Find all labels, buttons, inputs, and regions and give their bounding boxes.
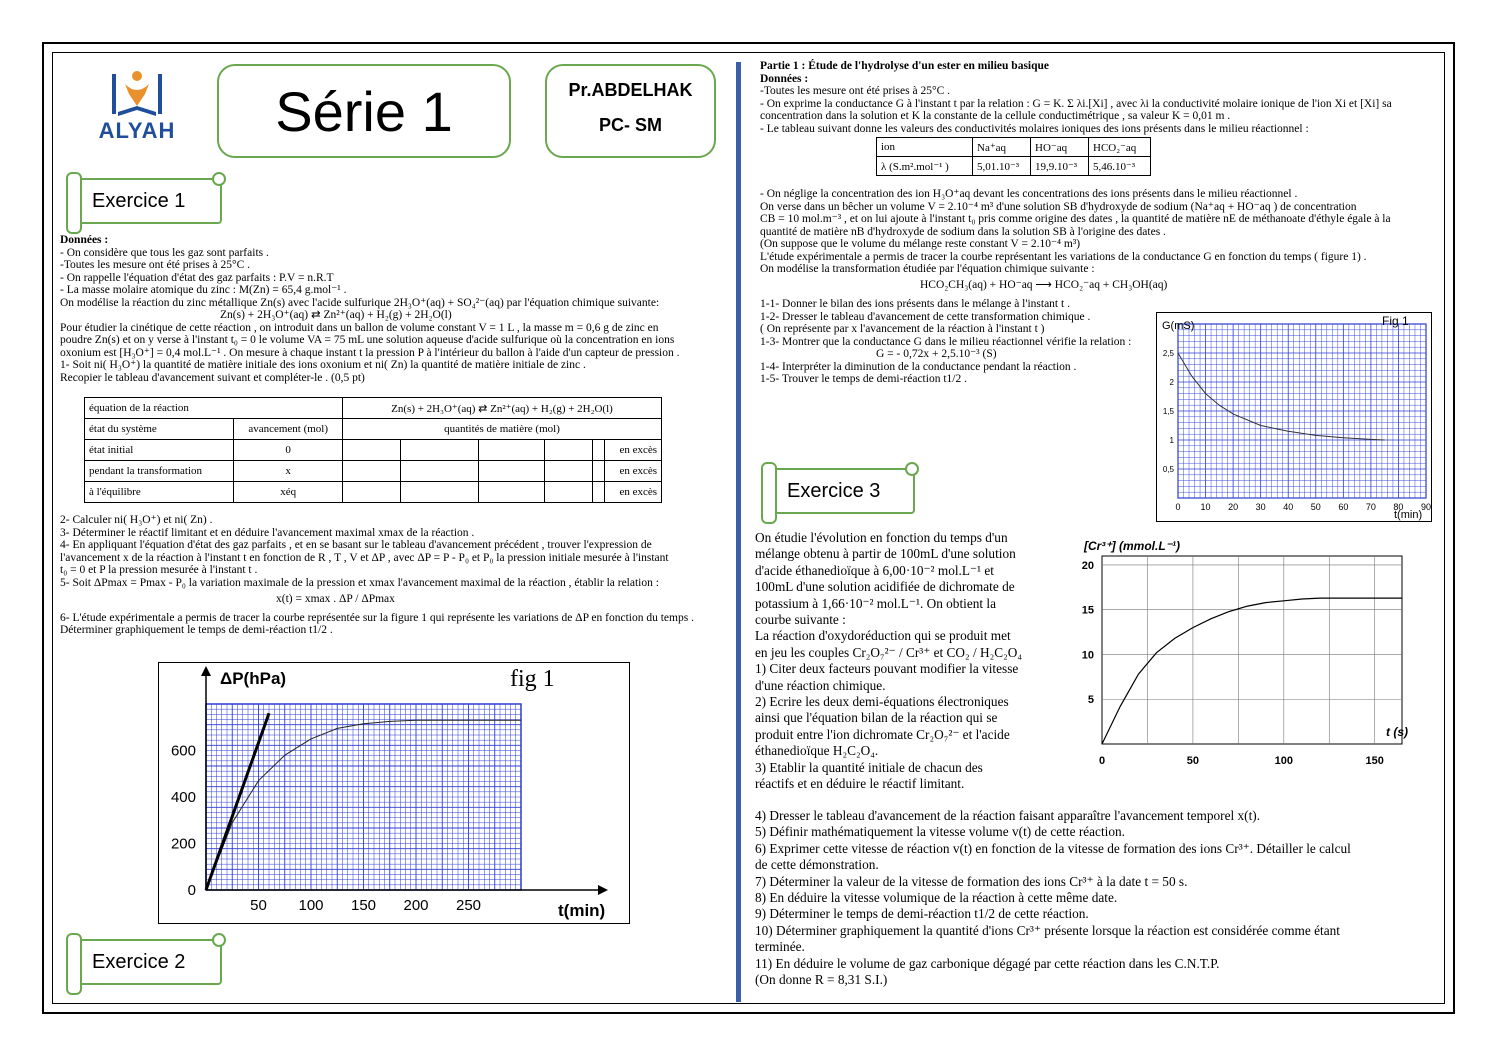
table-cell: état initial (85, 440, 234, 461)
ex3-line: d'une réaction chimique. (755, 677, 886, 693)
table-cell: en excès (604, 440, 661, 461)
ex2-question: 1-2- Dresser le tableau d'avancement de cette transformation chimique . (760, 310, 1091, 323)
ex3-y-tick-label: 5 (1087, 694, 1094, 707)
ex3-line: produit entre l'ion dichromate Cr₂O₇²⁻ et l'acide (755, 726, 1010, 742)
ex1-line: - On rappelle l'équation d'état des gaz parfaits : P.V = n.R.T (60, 271, 334, 284)
ex3-chart-ylabel: [Cr³⁺] (mmol.L⁻¹) (1084, 539, 1180, 553)
ex2-question: 1-1- Donner le bilan des ions présents dans le mélange à l'instant t . (760, 298, 1070, 310)
ex1-questions (60, 514, 732, 637)
ex2-protocol (760, 188, 1440, 291)
table-row (85, 461, 662, 482)
ex3-x-tick-label: 150 (1365, 755, 1384, 767)
table-cell: 5,01.10⁻³ (973, 157, 1031, 176)
ex1-question: 4- En appliquant l'équation d'état des gaz parfaits , et en se basant sur le tableau d'avancement précédent , trouver l'expression de (60, 539, 652, 551)
ex2-line: - On néglige la concentration des ion H₃O⁺aq devant les concentrations des ions présents dans le milieu réactionnel . (760, 188, 1298, 200)
table-cell: x (234, 461, 343, 482)
ex1-line: On modélise la réaction du zinc métallique Zn(s) avec l'acide sulfurique 2H₃O⁺(aq) + SO₄²⁻(aq) par l'équation chimique suivante: (60, 296, 660, 309)
ex3-x-tick-label: 50 (1186, 755, 1200, 767)
ex3-question: 4) Dresser le tableau d'avancement de la réaction faisant apparaître l'avancement temporel x(t). (755, 808, 1261, 823)
ex2-line: L'étude expérimentale a permis de tracer la courbe représentant les variations de la conductance G en fonction du temps ( figure 1) . (760, 250, 1367, 263)
ex3-x-tick-label: 0 (1098, 755, 1106, 767)
ex2-line: -Toutes les mesure ont été prises à 25°C . (760, 85, 950, 97)
table-cell: Na⁺aq (973, 138, 1031, 157)
ex2-y-tick-label: 2 (1169, 378, 1174, 387)
ex1-question: 5- Soit ΔPmax = Pmax - P₀ la variation maximale de la pression et xmax l'avancement maximal de la réaction , établir la relation : (60, 576, 659, 589)
series-title: Série 1 (217, 64, 511, 158)
ex2-x-tick-label: 0 (1175, 502, 1181, 512)
advancement-table (84, 397, 662, 503)
ex2-line: concentration dans la solution et K la constante de la cellule conductimétrique , sa valeur K = 0,01 m . (760, 110, 1231, 122)
ex2-x-tick-label: 70 (1365, 502, 1376, 512)
exercise-2-banner (70, 939, 222, 985)
logo-text: ALYAH (98, 118, 176, 143)
table-cell: 0 (234, 440, 343, 461)
ex2-equation: HCO₂CH₃(aq) + HO⁻aq ⟶ HCO₂⁻aq + CH₃OH(aq) (920, 278, 1168, 291)
ex3-line: 100mL d'une solution acidifiée de dichromate de (755, 579, 1015, 595)
exercise-1-label: Exercice 1 (92, 189, 186, 212)
ex1-x-tick-label: 200 (403, 897, 429, 914)
ex2-line: On modélise la transformation étudiée par l'équation chimique suivante : (760, 263, 1095, 275)
table-cell: 5,46.10⁻³ (1089, 157, 1151, 176)
ex1-question: 3- Déterminer le réactif limitant et en déduire l'avancement maximal xmax de la réaction . (60, 526, 475, 539)
ex1-question: t₀ = 0 et P la pression mesurée à l'instant t . (60, 564, 258, 576)
ex3-line: courbe suivante : (755, 612, 846, 628)
ex2-question: 1-5- Trouver le temps de demi-réaction t1/2 . (760, 373, 967, 385)
ex3-line: mélange obtenu à partir de 100mL d'une solution (755, 546, 1016, 562)
ex3-line: 2) Ecrire les deux demi-équations électroniques (755, 694, 1009, 710)
ex2-x-tick-label: 60 (1338, 502, 1349, 512)
ex2-y-tick-label: 2,5 (1162, 349, 1174, 358)
exercise-2-label: Exercice 2 (92, 950, 186, 973)
ex3-y-tick-label: 15 (1081, 604, 1094, 617)
ex1-y-tick-label: 400 (170, 789, 196, 806)
ex3-line: réactifs et en déduire le réactif limitant. (755, 776, 965, 792)
ex3-y-tick-label: 10 (1081, 649, 1094, 662)
table-eq: Zn(s) + 2H₃O⁺(aq) ⇄ Zn²⁺(aq) + H₂(g) + 2H₂O(l) (342, 398, 661, 419)
table-cell: λ (S.m².mol⁻¹ ) (877, 157, 973, 176)
ex3-line: ainsi que l'équation bilan de la réaction qui se (755, 710, 998, 726)
ex2-line: - Le tableau suivant donne les valeurs des conductivités molaires ioniques des ions présents dans le milieu réactionnel : (760, 122, 1309, 135)
table-cell: pendant la transformation (85, 461, 234, 482)
ex1-line: poudre Zn(s) et on y verse à l'instant t₀ = 0 le volume VA = 75 mL une solution aqueuse d'acide sulfurique où la concentration en ions (60, 334, 675, 346)
ex1-line: 1- Soit ni( H₃O⁺) la quantité de matière initiale des ions oxonium et ni( Zn) la quantité de matière initiale de zinc . (60, 359, 586, 371)
ex3-question: 9) Déterminer le temps de demi-réaction t1/2 de cette réaction. (755, 906, 1089, 922)
ex1-question: Déterminer graphiquement le temps de demi-réaction t1/2 . (60, 624, 333, 636)
ex2-data-block (760, 60, 1440, 135)
table-cell: en excès (604, 461, 661, 482)
ex1-chart-title: fig 1 (510, 666, 555, 692)
ex1-x-tick-label: 150 (350, 897, 377, 914)
ex2-chart-title: Fig 1 (1382, 314, 1409, 328)
table-row (85, 482, 662, 503)
ex1-line: - On considère que tous les gaz sont parfaits . (60, 246, 269, 259)
ex1-line: Données : (60, 234, 109, 246)
table-row (877, 157, 1151, 176)
ex3-intro (755, 530, 1065, 793)
ex3-line: en jeu les couples Cr₂O₇²⁻ / Cr³⁺ et CO₂ / H₂C₂O₄ (755, 644, 1022, 660)
ex2-y-tick-label: 0,5 (1162, 465, 1174, 474)
ex2-line: Données : (760, 72, 809, 85)
ex2-x-tick-label: 50 (1310, 502, 1321, 512)
ex2-x-tick-label: 80 (1393, 502, 1404, 512)
class-label: PC- SM (599, 115, 662, 135)
ex2-x-tick-label: 30 (1255, 502, 1266, 512)
ex1-line: -Toutes les mesure ont été prises à 25°C . (60, 259, 250, 271)
ex3-question: 8) En déduire la vitesse volumique de la réaction à cette même date. (755, 890, 1118, 906)
ex2-y-tick-label: 1 (1169, 436, 1174, 445)
teacher-name: Pr.ABDELHAK (568, 80, 693, 100)
ex2-questions (760, 298, 1152, 386)
exercise-1-banner (70, 178, 222, 224)
ex3-x-tick-label: 100 (1274, 755, 1293, 767)
table-cell: 19,9.10⁻³ (1031, 157, 1089, 176)
table-cell: à l'équilibre (85, 482, 234, 503)
table-row (877, 138, 1151, 157)
ex2-line: CB = 10 mol.m⁻³ , et on lui ajoute à l'instant t₀ pris comme origine des dates , la quantité de matière nE de méthanoate d'éthyle égale à la (760, 213, 1391, 225)
ex1-chart-xlabel: t(min) (558, 901, 606, 920)
ex3-question: 7) Déterminer la valeur de la vitesse de formation des ions Cr³⁺ à la date t = 50 s. (755, 873, 1188, 889)
ex2-part-title: Partie 1 : Étude de l'hydrolyse d'un ester en milieu basique (760, 60, 1050, 72)
ex3-line: éthanedioïque H₂C₂O₄. (755, 743, 879, 759)
table-adv-header: avancement (mol) (234, 419, 343, 440)
ex3-chromium-chart (1072, 532, 1434, 774)
ex3-line: On étudie l'évolution en fonction du temps d'un (755, 530, 1008, 545)
ex2-line: - On exprime la conductance G à l'instant t par la relation : G = K. Σ λi.[Xi] , avec λi la conductivité molaire ionique de l'ion Xi et [Xi] sa (760, 97, 1392, 110)
table-row (85, 440, 662, 461)
ex2-line: quantité de matière nB d'hydroxyde de sodium dans la solution SB à l'origine des dates . (760, 225, 1166, 238)
ex3-question: 10) Déterminer graphiquement la quantité d'ions Cr³⁺ présente lorsque la réaction est considérée comme étant (755, 922, 1340, 938)
ex3-questions (755, 808, 1435, 988)
ex3-question: 6) Exprimer cette vitesse de réaction v(t) en fonction de la vitesse de formation des ions Cr³⁺. Détailler le calcul (755, 840, 1351, 856)
table-cell: HCO₂⁻aq (1089, 138, 1151, 157)
exercise-3-label: Exercice 3 (787, 479, 881, 502)
ex1-x-tick-label: 50 (250, 897, 267, 914)
ex3-chart-xlabel: t (s) (1386, 725, 1408, 739)
ex3-line: 1) Citer deux facteurs pouvant modifier la vitesse (755, 661, 1019, 677)
table-cell: HO⁻aq (1031, 138, 1089, 157)
ex1-line: - La masse molaire atomique du zinc : M(Zn) = 65,4 g.mol⁻¹ . (60, 284, 347, 296)
ex1-y-tick-label: 200 (170, 835, 196, 853)
ex1-data-block (60, 234, 732, 384)
ex2-question: 1-3- Montrer que la conductance G dans le milieu réactionnel vérifie la relation : (760, 335, 1132, 348)
ex1-y-tick-label: 600 (170, 742, 196, 760)
ex1-x-tick-label: 100 (298, 897, 324, 914)
ex2-y-tick-label: 1,5 (1162, 407, 1174, 416)
ex3-question: 5) Définir mathématiquement la vitesse volume v(t) de cette réaction. (755, 824, 1125, 840)
ex1-pressure-chart (158, 662, 630, 924)
table-eq-label: équation de la réaction (85, 398, 343, 419)
ex1-relation: x(t) = xmax . ΔP / ΔPmax (276, 593, 395, 605)
ex3-y-tick-label: 20 (1081, 559, 1094, 572)
ex1-question: 2- Calculer ni( H₃O⁺) et ni( Zn) . (60, 514, 213, 526)
ex2-relation: G = - 0,72x + 2,5.10⁻³ (S) (876, 348, 997, 360)
ex2-line: On verse dans un bêcher un volume V = 2.10⁻⁴ m³ d'une solution SB d'hydroxyde de sodium (Na⁺aq + HO⁻aq ) de concentration (760, 200, 1357, 213)
ex2-line: (On suppose que le volume du mélange reste constant V = 2.10⁻⁴ m³) (760, 238, 1081, 250)
table-state-header: état du système (85, 419, 234, 440)
ex3-line: d'acide éthanedioïque à 6,00·10⁻² mol.L⁻¹ et (755, 562, 994, 578)
ex3-line: potassium à 1,66·10⁻² mol.L⁻¹. On obtient la (755, 595, 997, 611)
ex1-line: Pour étudier la cinétique de cette réaction , on introduit dans un ballon de volume constant V = 1 L , la masse m = 0,6 g de zinc en (60, 321, 659, 334)
exercise-3-banner (765, 468, 915, 514)
ex2-question: 1-4- Interpréter la diminution de la conductance pendant la réaction . (760, 360, 1077, 373)
ex3-question: (On donne R = 8,31 S.I.) (755, 972, 888, 988)
column-divider (736, 62, 741, 1002)
ex3-question: terminée. (755, 939, 805, 955)
ex1-line: oxonium est [H₃O⁺] = 0,4 mol.L⁻¹ . On mesure à chaque instant t la pression P à l'intérieur du ballon à l'aide d'un capteur de pression . (60, 346, 680, 359)
ex1-x-tick-label: 250 (455, 897, 482, 914)
ex2-x-tick-label: 10 (1200, 502, 1211, 512)
ex2-conductance-chart (1156, 312, 1432, 522)
ex2-x-tick-label: 40 (1283, 502, 1294, 512)
ex2-x-tick-label: 20 (1228, 502, 1239, 512)
ex2-question: ( On représente par x l'avancement de la réaction à l'instant t ) (760, 323, 1045, 335)
ex1-y-tick-label: 0 (187, 882, 196, 899)
ex3-line: La réaction d'oxydoréduction qui se produit met (755, 628, 1011, 644)
ex1-line: Recopier le tableau d'avancement suivant et compléter-le . (0,5 pt) (60, 371, 365, 384)
ex2-x-tick-label: 90 (1420, 502, 1432, 512)
ex1-equation: Zn(s) + 2H₃O⁺(aq) ⇄ Zn²⁺(aq) + H₂(g) + 2H₂O(l) (220, 309, 452, 321)
table-cell: ion (877, 138, 973, 157)
ex2-chart-xlabel: t(min) (1394, 509, 1423, 521)
ex1-question: l'avancement x de la réaction à l'instant t en fonction de R , T , V et ΔP , avec ΔP = P - P₀ et P₀ la pression initiale mesurée à l'instant (60, 551, 669, 564)
table-qty-header: quantités de matière (mol) (342, 419, 661, 440)
ion-table (876, 137, 1151, 176)
table-cell: xéq (234, 482, 343, 503)
ex3-plot-area (1102, 556, 1402, 744)
ex1-chart-ylabel: ΔP(hPa) (220, 669, 287, 688)
ex3-question: de cette démonstration. (755, 857, 879, 873)
ex3-question: 11) En déduire le volume de gaz carbonique dégagé par cette réaction dans les C.N.T.P. (755, 955, 1220, 971)
ex3-line: 3) Etablir la quantité initiale de chacun des (755, 759, 983, 775)
table-cell: en excès (604, 482, 661, 503)
ex1-question: 6- L'étude expérimentale a permis de tracer la courbe représentée sur la figure 1 qui représente les variations de ΔP en fonction du temps . (60, 611, 694, 624)
teacher-box (545, 64, 716, 158)
ex2-chart-ylabel: G(mS) (1162, 320, 1195, 332)
